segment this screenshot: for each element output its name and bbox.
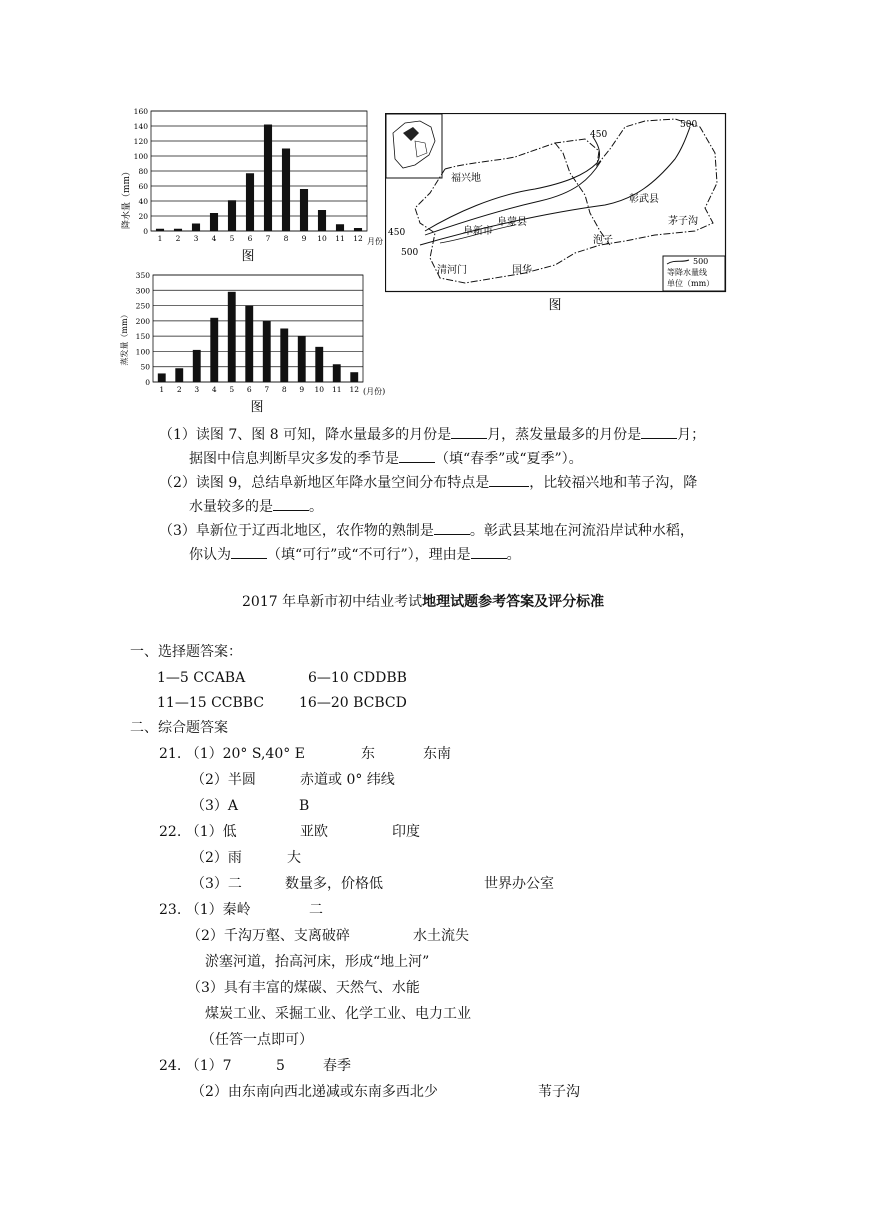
answer-blank[interactable] <box>273 496 309 511</box>
isohyet-label-450-top: 450 <box>590 130 608 140</box>
x-tick-label: 6 <box>246 385 252 394</box>
answer-blank[interactable] <box>399 448 435 463</box>
x-tick-label: 6 <box>247 234 253 243</box>
bar-11 <box>336 224 344 231</box>
answer-24-1c: 春季 <box>323 1058 351 1074</box>
x-tick-label: 8 <box>283 234 289 243</box>
bar-3 <box>192 224 200 232</box>
evaporation-chart <box>115 268 385 418</box>
inset-locator-map <box>386 114 442 178</box>
bar-9 <box>298 336 306 382</box>
answer-22-3c: 世界办公室 <box>484 876 554 892</box>
answer-22-2a: （2）雨 <box>191 850 242 866</box>
svg-text:等降水量线: 等降水量线 <box>667 268 707 277</box>
answer-21-1c: 东南 <box>423 746 451 762</box>
y-tick-label: 100 <box>133 152 148 161</box>
evaporation-caption: 图 <box>250 400 264 415</box>
y-tick-label: 150 <box>135 332 150 342</box>
place-fuxingdi: 福兴地 <box>451 173 481 184</box>
answer-22-1c: 印度 <box>392 824 420 840</box>
answer-blank[interactable] <box>641 424 677 439</box>
answer-23-1b: 二 <box>309 902 323 918</box>
isohyet-label-450-left: 450 <box>388 228 406 238</box>
bar-10 <box>318 210 326 231</box>
question-2-line-1: （2）读图 9，总结阜新地区年降水量空间分布特点是 ，比较福兴地和苇子沟，降 <box>159 472 697 492</box>
plot-frame <box>153 275 363 382</box>
choice-row-2b: 16—20 BCBCD <box>299 695 407 711</box>
bar-7 <box>264 125 272 232</box>
answer-blank[interactable] <box>489 472 529 487</box>
precipitation-caption: 图 <box>241 249 255 264</box>
place-paozi: 泡子 <box>593 235 613 246</box>
question-2-line-2: 水量较多的是 。 <box>189 496 323 516</box>
answer-blank[interactable] <box>471 544 507 559</box>
answer-23-2a: （2）千沟万壑、支离破碎 <box>187 928 350 944</box>
map-legend <box>663 256 725 291</box>
x-tick-label: 2 <box>176 385 182 394</box>
bar-6 <box>245 306 253 382</box>
place-qinghemen: 清河门 <box>437 265 467 276</box>
y-tick-label: 80 <box>138 167 148 176</box>
answer-23-1a: 23. （1）秦岭 <box>159 902 251 918</box>
y-tick-label: 0 <box>145 378 150 387</box>
answer-22-2b: 大 <box>287 850 301 866</box>
answer-24-2b: 苇子沟 <box>538 1084 580 1100</box>
choice-row-1b: 6—10 CDDBB <box>308 670 407 686</box>
answer-key-title: 2017 年阜新市初中结业考试地理试题参考答案及评分标准 <box>242 594 605 610</box>
place-fuxin-city: 阜新市 <box>463 226 493 237</box>
place-fumeng: 阜蒙县 <box>497 217 527 228</box>
answer-23-3b: 煤炭工业、采掘工业、化学工业、电力工业 <box>205 1006 471 1022</box>
bar-12 <box>350 372 358 382</box>
bar-12 <box>354 228 362 231</box>
evaporation-xunit: (月份) <box>363 387 385 396</box>
x-tick-label: 3 <box>194 385 200 394</box>
bar-5 <box>228 292 236 382</box>
bar-5 <box>228 200 236 231</box>
x-tick-label: 5 <box>229 234 235 243</box>
bar-1 <box>156 229 164 231</box>
y-tick-label: 0 <box>143 227 148 236</box>
svg-text:单位（mm）: 单位（mm） <box>667 279 715 288</box>
y-tick-label: 300 <box>135 286 150 296</box>
question-1-line-1: （1）读图 7、图 8 可知，降水量最多的月份是 月，蒸发量最多的月份是 月； <box>159 424 705 444</box>
bar-10 <box>315 347 323 382</box>
isohyet-label-500-left: 500 <box>401 248 419 258</box>
question-3-line-1: （3）阜新位于辽西北地区，农作物的熟制是 。彰武县某地在河流沿岸试种水稻， <box>159 520 694 540</box>
x-tick-label: 1 <box>159 385 165 394</box>
choice-row-2a: 11—15 CCBBC <box>157 695 265 711</box>
svg-text:500: 500 <box>693 257 709 266</box>
answer-21-2a: （2）半圆 <box>191 772 256 788</box>
bar-4 <box>210 213 218 231</box>
x-tick-label: 12 <box>349 385 360 394</box>
section-choice-heading: 一、选择题答案： <box>130 644 242 660</box>
x-tick-label: 5 <box>229 385 235 394</box>
bar-6 <box>246 173 254 231</box>
x-tick-label: 10 <box>317 234 327 243</box>
place-zhangwu: 彰武县 <box>629 194 659 205</box>
isohyet-label-500-top: 500 <box>680 120 698 130</box>
question-3-line-2: 你认为 （填“可行”或“不可行”），理由是 。 <box>189 544 521 564</box>
bar-2 <box>174 229 182 231</box>
x-tick-label: 7 <box>265 234 271 243</box>
x-tick-label: 7 <box>264 385 270 394</box>
y-tick-label: 50 <box>140 362 150 372</box>
y-tick-label: 350 <box>135 271 150 280</box>
x-tick-label: 11 <box>335 234 345 243</box>
bar-9 <box>300 189 308 231</box>
x-tick-label: 9 <box>299 385 305 394</box>
bar-2 <box>175 368 183 382</box>
y-tick-label: 120 <box>133 137 148 146</box>
bar-11 <box>333 364 341 382</box>
answer-21-1b: 东 <box>361 746 375 762</box>
x-tick-label: 11 <box>331 385 342 394</box>
choice-row-1a: 1—5 CCABA <box>157 670 246 686</box>
precipitation-chart <box>115 103 385 268</box>
bar-3 <box>193 350 201 382</box>
place-weizigou: 茅子沟 <box>668 216 698 227</box>
answer-23-2b: 水土流失 <box>413 928 469 944</box>
x-tick-label: 2 <box>175 234 181 243</box>
place-guohua: 国华 <box>512 265 532 276</box>
x-tick-label: 4 <box>211 385 217 394</box>
fuxin-rainfall-map <box>385 113 730 323</box>
answer-blank[interactable] <box>231 544 267 559</box>
bar-7 <box>263 321 271 382</box>
x-tick-label: 10 <box>314 385 325 394</box>
x-tick-label: 1 <box>157 234 163 243</box>
answer-23-3c: （任答一点即可） <box>201 1032 313 1048</box>
answer-22-1a: 22. （1）低 <box>159 824 237 840</box>
x-tick-label: 3 <box>193 234 199 243</box>
answer-21-2b: 赤道或 0° 纬线 <box>300 772 395 788</box>
answer-23-2c: 淤塞河道，抬高河床，形成“地上河” <box>205 954 430 970</box>
bar-8 <box>280 329 288 383</box>
precipitation-ylabel: 降水量（mm） <box>122 166 132 230</box>
answer-22-1b: 亚欧 <box>300 824 328 840</box>
y-tick-label: 40 <box>138 197 148 206</box>
y-tick-label: 60 <box>138 182 148 191</box>
y-tick-label: 20 <box>138 212 148 221</box>
answer-22-3b: 数量多，价格低 <box>285 876 383 892</box>
section-comprehensive-heading: 二、综合题答案 <box>130 720 228 736</box>
answer-24-1b: 5 <box>276 1058 285 1074</box>
x-tick-label: 9 <box>301 234 307 243</box>
y-tick-label: 160 <box>133 107 148 116</box>
answer-22-3a: （3）二 <box>191 876 242 892</box>
x-tick-label: 12 <box>353 234 363 243</box>
bar-8 <box>282 149 290 232</box>
y-tick-label: 140 <box>133 122 148 131</box>
bar-4 <box>210 318 218 382</box>
evaporation-ylabel: 蒸发量（mm） <box>120 310 129 366</box>
question-1-line-2: 据图中信息判断旱灾多发的季节是 （填“春季”或“夏季”）。 <box>189 448 583 468</box>
answer-21-1a: 21. （1）20° S,40° E <box>159 746 305 762</box>
y-tick-label: 100 <box>135 347 150 357</box>
isohyet-500 <box>420 127 690 245</box>
answer-24-2a: （2）由东南向西北递减或东南多西北少 <box>191 1084 438 1100</box>
y-tick-label: 200 <box>135 316 150 326</box>
x-tick-label: 8 <box>281 385 287 394</box>
map-caption: 图 <box>548 298 562 313</box>
answer-24-1a: 24. （1）7 <box>159 1058 232 1074</box>
answer-21-3a: （3）A <box>191 798 239 814</box>
y-tick-label: 250 <box>135 301 150 311</box>
answer-23-3a: （3）具有丰富的煤碳、天然气、水能 <box>187 980 420 996</box>
answer-21-3b: B <box>299 798 310 814</box>
answer-blank[interactable] <box>451 424 487 439</box>
precipitation-xunit: 月份 <box>367 237 383 246</box>
answer-blank[interactable] <box>434 520 470 535</box>
x-tick-label: 4 <box>211 234 217 243</box>
bar-1 <box>158 373 166 382</box>
